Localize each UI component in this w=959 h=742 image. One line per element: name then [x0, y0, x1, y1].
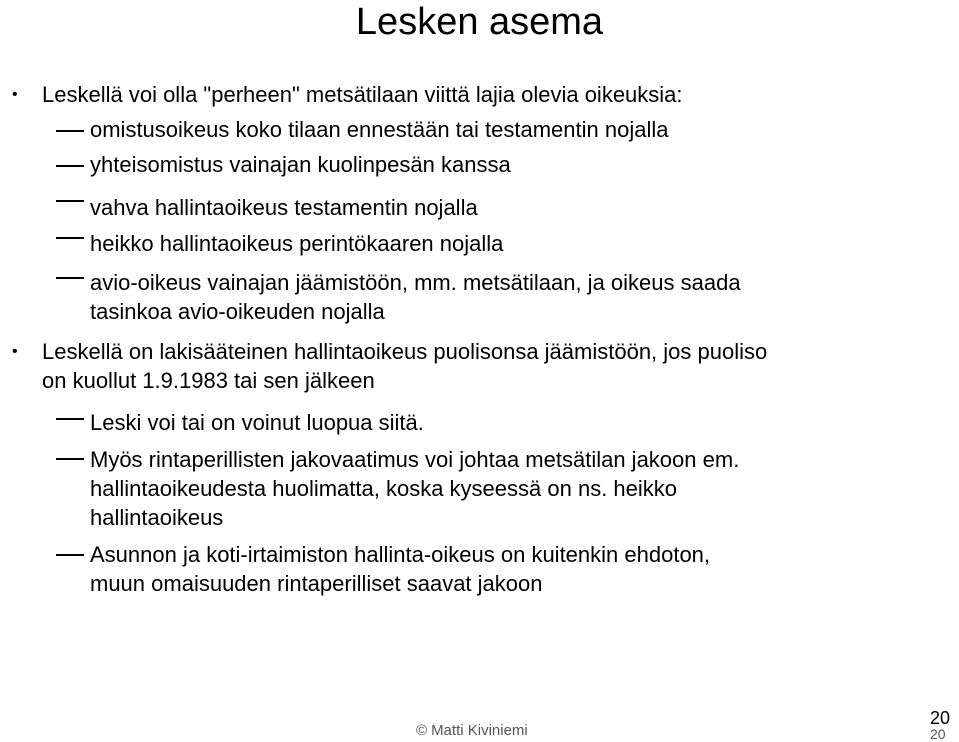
dash-icon — [56, 200, 84, 202]
page-number: 20 — [930, 708, 951, 728]
sub-point-continuation — [90, 297, 950, 327]
sub-point-continuation — [90, 569, 950, 599]
sub-point-text-line: heikko hallintaoikeus perintökaaren nojalla — [90, 231, 504, 256]
bullet-point — [42, 337, 952, 367]
sub-point — [90, 115, 950, 145]
sub-point-text-line: tasinkoa avio-oikeuden nojalla — [90, 299, 385, 324]
bullet-icon: • — [12, 343, 18, 360]
sub-point-continuation — [90, 474, 950, 504]
dash-icon — [56, 418, 84, 420]
sub-point-text-line: Leski voi tai on voinut luopua siitä. — [90, 410, 424, 435]
dash-icon — [56, 554, 84, 556]
sub-point-text-line: Asunnon ja koti-irtaimiston hallinta-oikeus on kuitenkin ehdoton, — [90, 542, 711, 567]
sub-point — [90, 408, 950, 438]
sub-point-text-line: Myös rintaperillisten jakovaatimus voi johtaa metsätilan jakoon em. — [90, 447, 740, 472]
sub-point-text-line: hallintaoikeus — [90, 505, 224, 530]
dash-icon — [56, 277, 84, 279]
dash-icon — [56, 237, 84, 239]
dash-icon — [56, 458, 84, 460]
dash-icon — [56, 130, 84, 132]
sub-point-text-line: muun omaisuuden rintaperilliset saavat jakoon — [90, 571, 543, 596]
sub-point-continuation — [90, 503, 950, 533]
sub-point — [90, 445, 950, 475]
sub-point-text-line: yhteisomistus vainajan kuolinpesän kanssa — [90, 152, 511, 177]
sub-point-text-line: vahva hallintaoikeus testamentin nojalla — [90, 195, 478, 220]
sub-point — [90, 268, 950, 298]
sub-point-text-line: omistusoikeus koko tilaan ennestään tai testamentin nojalla — [90, 117, 669, 142]
sub-point — [90, 540, 950, 570]
bullet-text-line: Leskellä voi olla "perheen" metsätilaan viittä lajia olevia oikeuksia: — [42, 82, 683, 107]
slide-title-text: Lesken asema — [355, 1, 604, 43]
page-number-small: 20 — [930, 726, 946, 742]
slide-title — [0, 0, 959, 44]
bullet-text-line: on kuollut 1.9.1983 tai sen jälkeen — [42, 368, 375, 393]
bullet-text-line: Leskellä on lakisääteinen hallintaoikeus puolisonsa jäämistöön, jos puoliso — [42, 339, 768, 364]
sub-point — [90, 150, 950, 180]
sub-point — [90, 193, 950, 223]
bullet-point — [42, 80, 952, 110]
sub-point-text-line: hallintaoikeudesta huolimatta, koska kyseessä on ns. heikko — [90, 476, 678, 501]
bullet-point-continuation — [42, 366, 952, 396]
sub-point — [90, 229, 950, 259]
footer-author: Matti Kiviniemi — [431, 722, 528, 739]
copyright-icon: © — [416, 722, 428, 739]
bullet-icon: • — [12, 86, 18, 103]
dash-icon — [56, 165, 84, 167]
footer-copyright — [416, 722, 528, 740]
sub-point-text-line: avio-oikeus vainajan jäämistöön, mm. metsätilaan, ja oikeus saada — [90, 270, 741, 295]
